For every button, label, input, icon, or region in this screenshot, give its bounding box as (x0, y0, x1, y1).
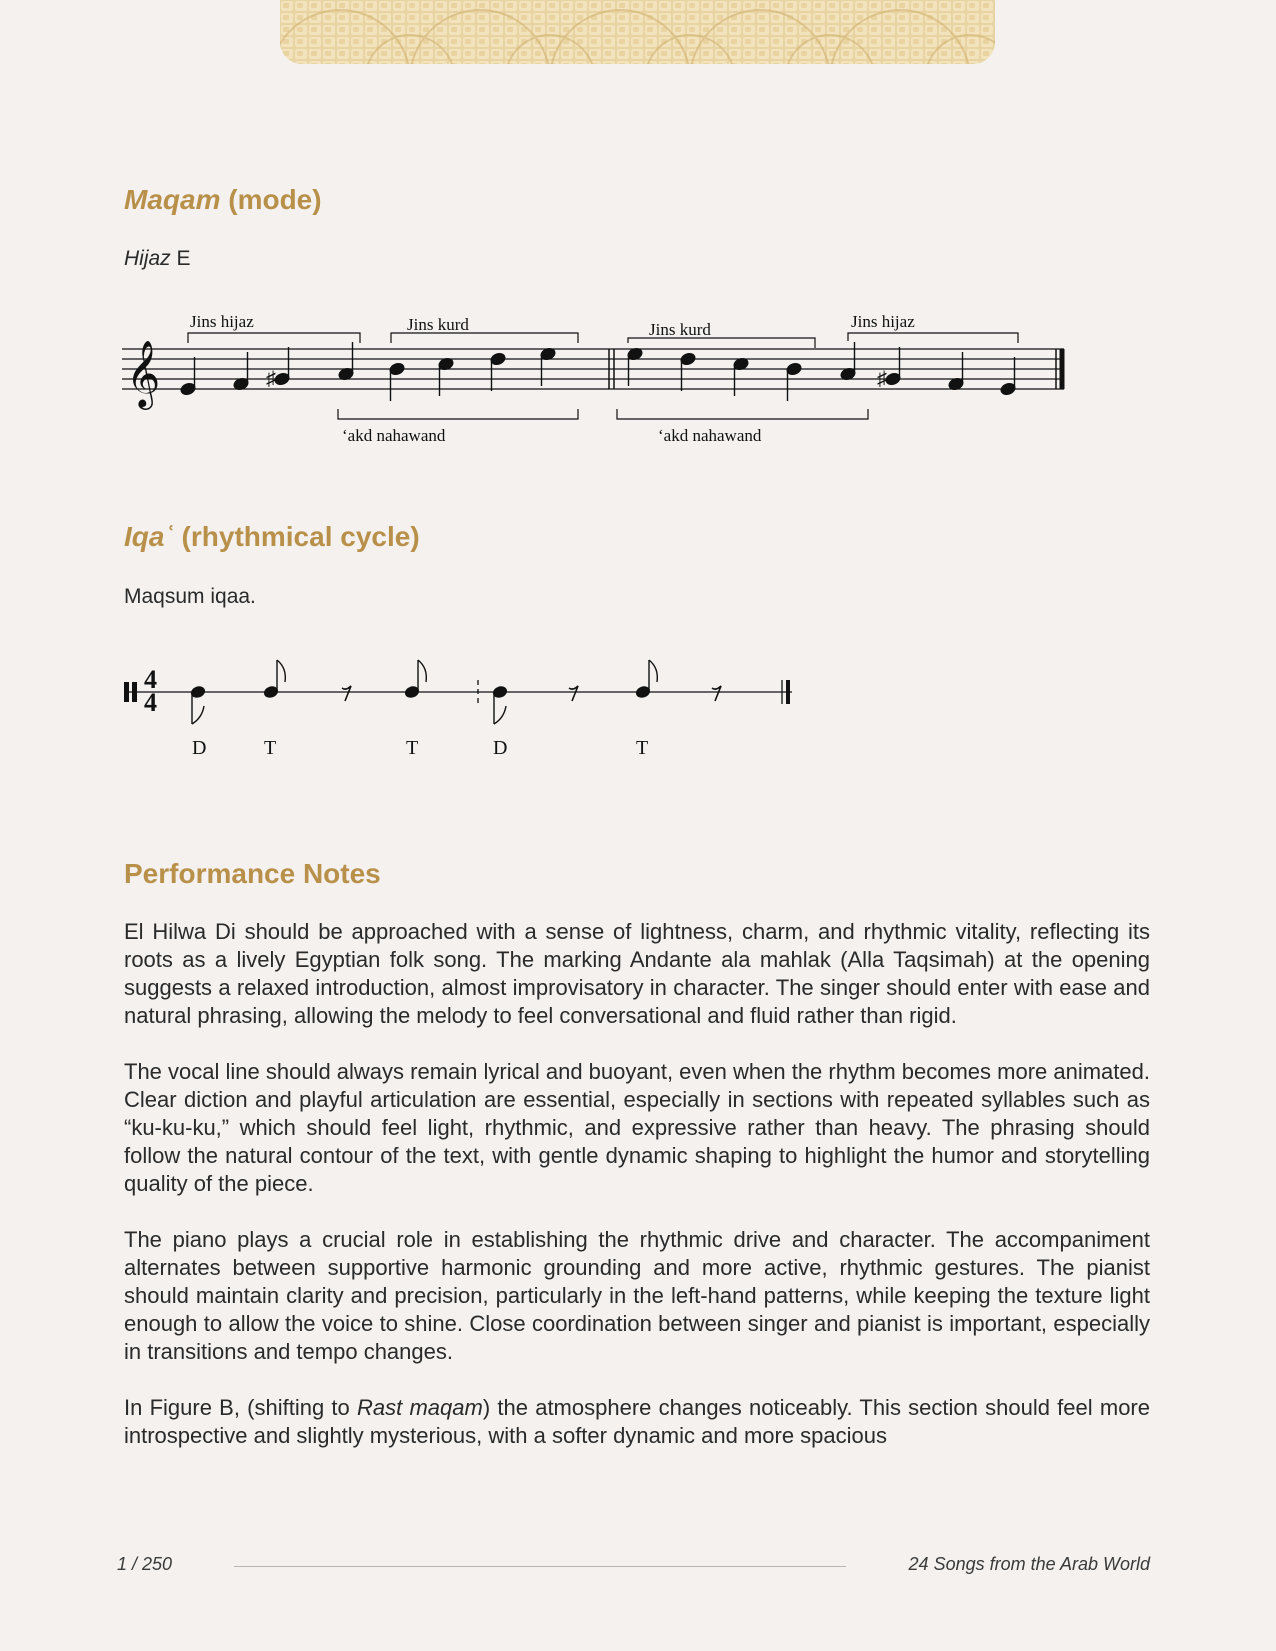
notes-paragraph-1: El Hilwa Di should be approached with a sense of lightness, charm, and rhythmic vitality, reflecting its roots as a lively Egyptian folk song. The marking Andante ala mahlak (Alla Taqsimah) at the opening suggests a relaxed introduction, almost improvisatory in character. The singer should enter with ease and natural phrasing, allowing the melody to feel conversational and fluid rather than rigid. (124, 919, 1150, 1028)
bracket-jins-hijaz-1 (188, 333, 360, 343)
stroke-label-d-1: D (192, 737, 207, 759)
maqam-title-italic: Maqam (124, 184, 221, 215)
notes-paragraph-4: In Figure B, (shifting to Rast maqam) the atmosphere changes noticeably. This section should feel more introspective and slightly mysterious, with a softer dynamic and more spacious (124, 1395, 1150, 1448)
sharp-icon: ♯ (877, 368, 887, 390)
label-jins-hijaz-2: Jins hijaz (851, 312, 915, 331)
label-jins-kurd-1: Jins kurd (407, 315, 469, 334)
stroke-label-t-2: T (406, 737, 419, 759)
performance-notes-heading: Performance Notes (124, 858, 381, 889)
mosaic-banner (280, 0, 995, 64)
iqa-description: Maqsum iqaa. (124, 585, 256, 608)
book-title: 24 Songs from the Arab World (908, 1554, 1150, 1574)
iqa-rhythm-staff (118, 648, 818, 763)
performance-notes-body (124, 918, 1150, 1478)
maqam-title-rest: (mode) (220, 184, 322, 215)
percussion-clef-icon (124, 682, 129, 702)
bracket-jins-kurd-1 (391, 333, 578, 343)
maqam-name-rest: E (170, 247, 191, 270)
notes-paragraph-2: The vocal line should always remain lyrical and buoyant, even when the rhythm becomes more animated. Clear diction and playful articulation are essential, especially in sections with repeated syllables such as “ku-ku-ku,” which should feel light, rhythmic, and expressive rather than heavy. The phrasing should follow the natural contour of the text, with gentle dynamic shaping to highlight the humor and storytelling quality of the piece. (124, 1059, 1150, 1196)
sharp-icon: ♯ (266, 368, 276, 390)
eighth-rest-icon (569, 686, 578, 701)
eighth-rest-icon (342, 686, 351, 701)
maqam-scale-staff (118, 305, 1078, 455)
iqa-title-rest: (rhythmical cycle) (173, 521, 420, 552)
treble-clef-icon: 𝄞 (126, 341, 161, 406)
bracket-jins-kurd-2 (628, 338, 815, 348)
label-jins-hijaz-1: Jins hijaz (190, 312, 254, 331)
footer-divider (234, 1566, 846, 1567)
eighth-rest-icon (712, 686, 721, 701)
bracket-akd-1 (338, 409, 578, 419)
stroke-label-t-3: T (636, 737, 649, 759)
page-number: 1 / 250 (117, 1554, 173, 1574)
notes-paragraph-3: The piano plays a crucial role in establishing the rhythmic drive and character. The accompaniment alternates between supportive harmonic grounding and more active, rhythmic gestures. The pianist should maintain clarity and precision, particularly in the left-hand patterns, while keeping the texture light enough to allow the voice to shine. Close coordination between singer and pianist is important, especially in transitions and tempo changes. (124, 1227, 1150, 1364)
time-signature-bottom: 4 (144, 688, 157, 717)
time-signature-top: 4 (144, 665, 157, 694)
label-akd-nahawand-2: ‘akd nahawand (658, 426, 762, 445)
stroke-label-t-1: T (264, 737, 277, 759)
bracket-akd-2 (617, 409, 868, 419)
iqa-title-italic: Iqaʿ (124, 521, 174, 552)
maqam-name-italic: Hijaz (124, 247, 171, 270)
label-jins-kurd-2: Jins kurd (649, 320, 711, 339)
bracket-jins-hijaz-2 (848, 333, 1018, 343)
iqa-heading (124, 521, 420, 553)
stroke-label-d-2: D (493, 737, 508, 759)
rast-maqam-term: Rast maqam (357, 1395, 483, 1420)
maqam-name (124, 247, 191, 271)
label-akd-nahawand-1: ‘akd nahawand (342, 426, 446, 445)
maqam-heading (124, 184, 322, 216)
